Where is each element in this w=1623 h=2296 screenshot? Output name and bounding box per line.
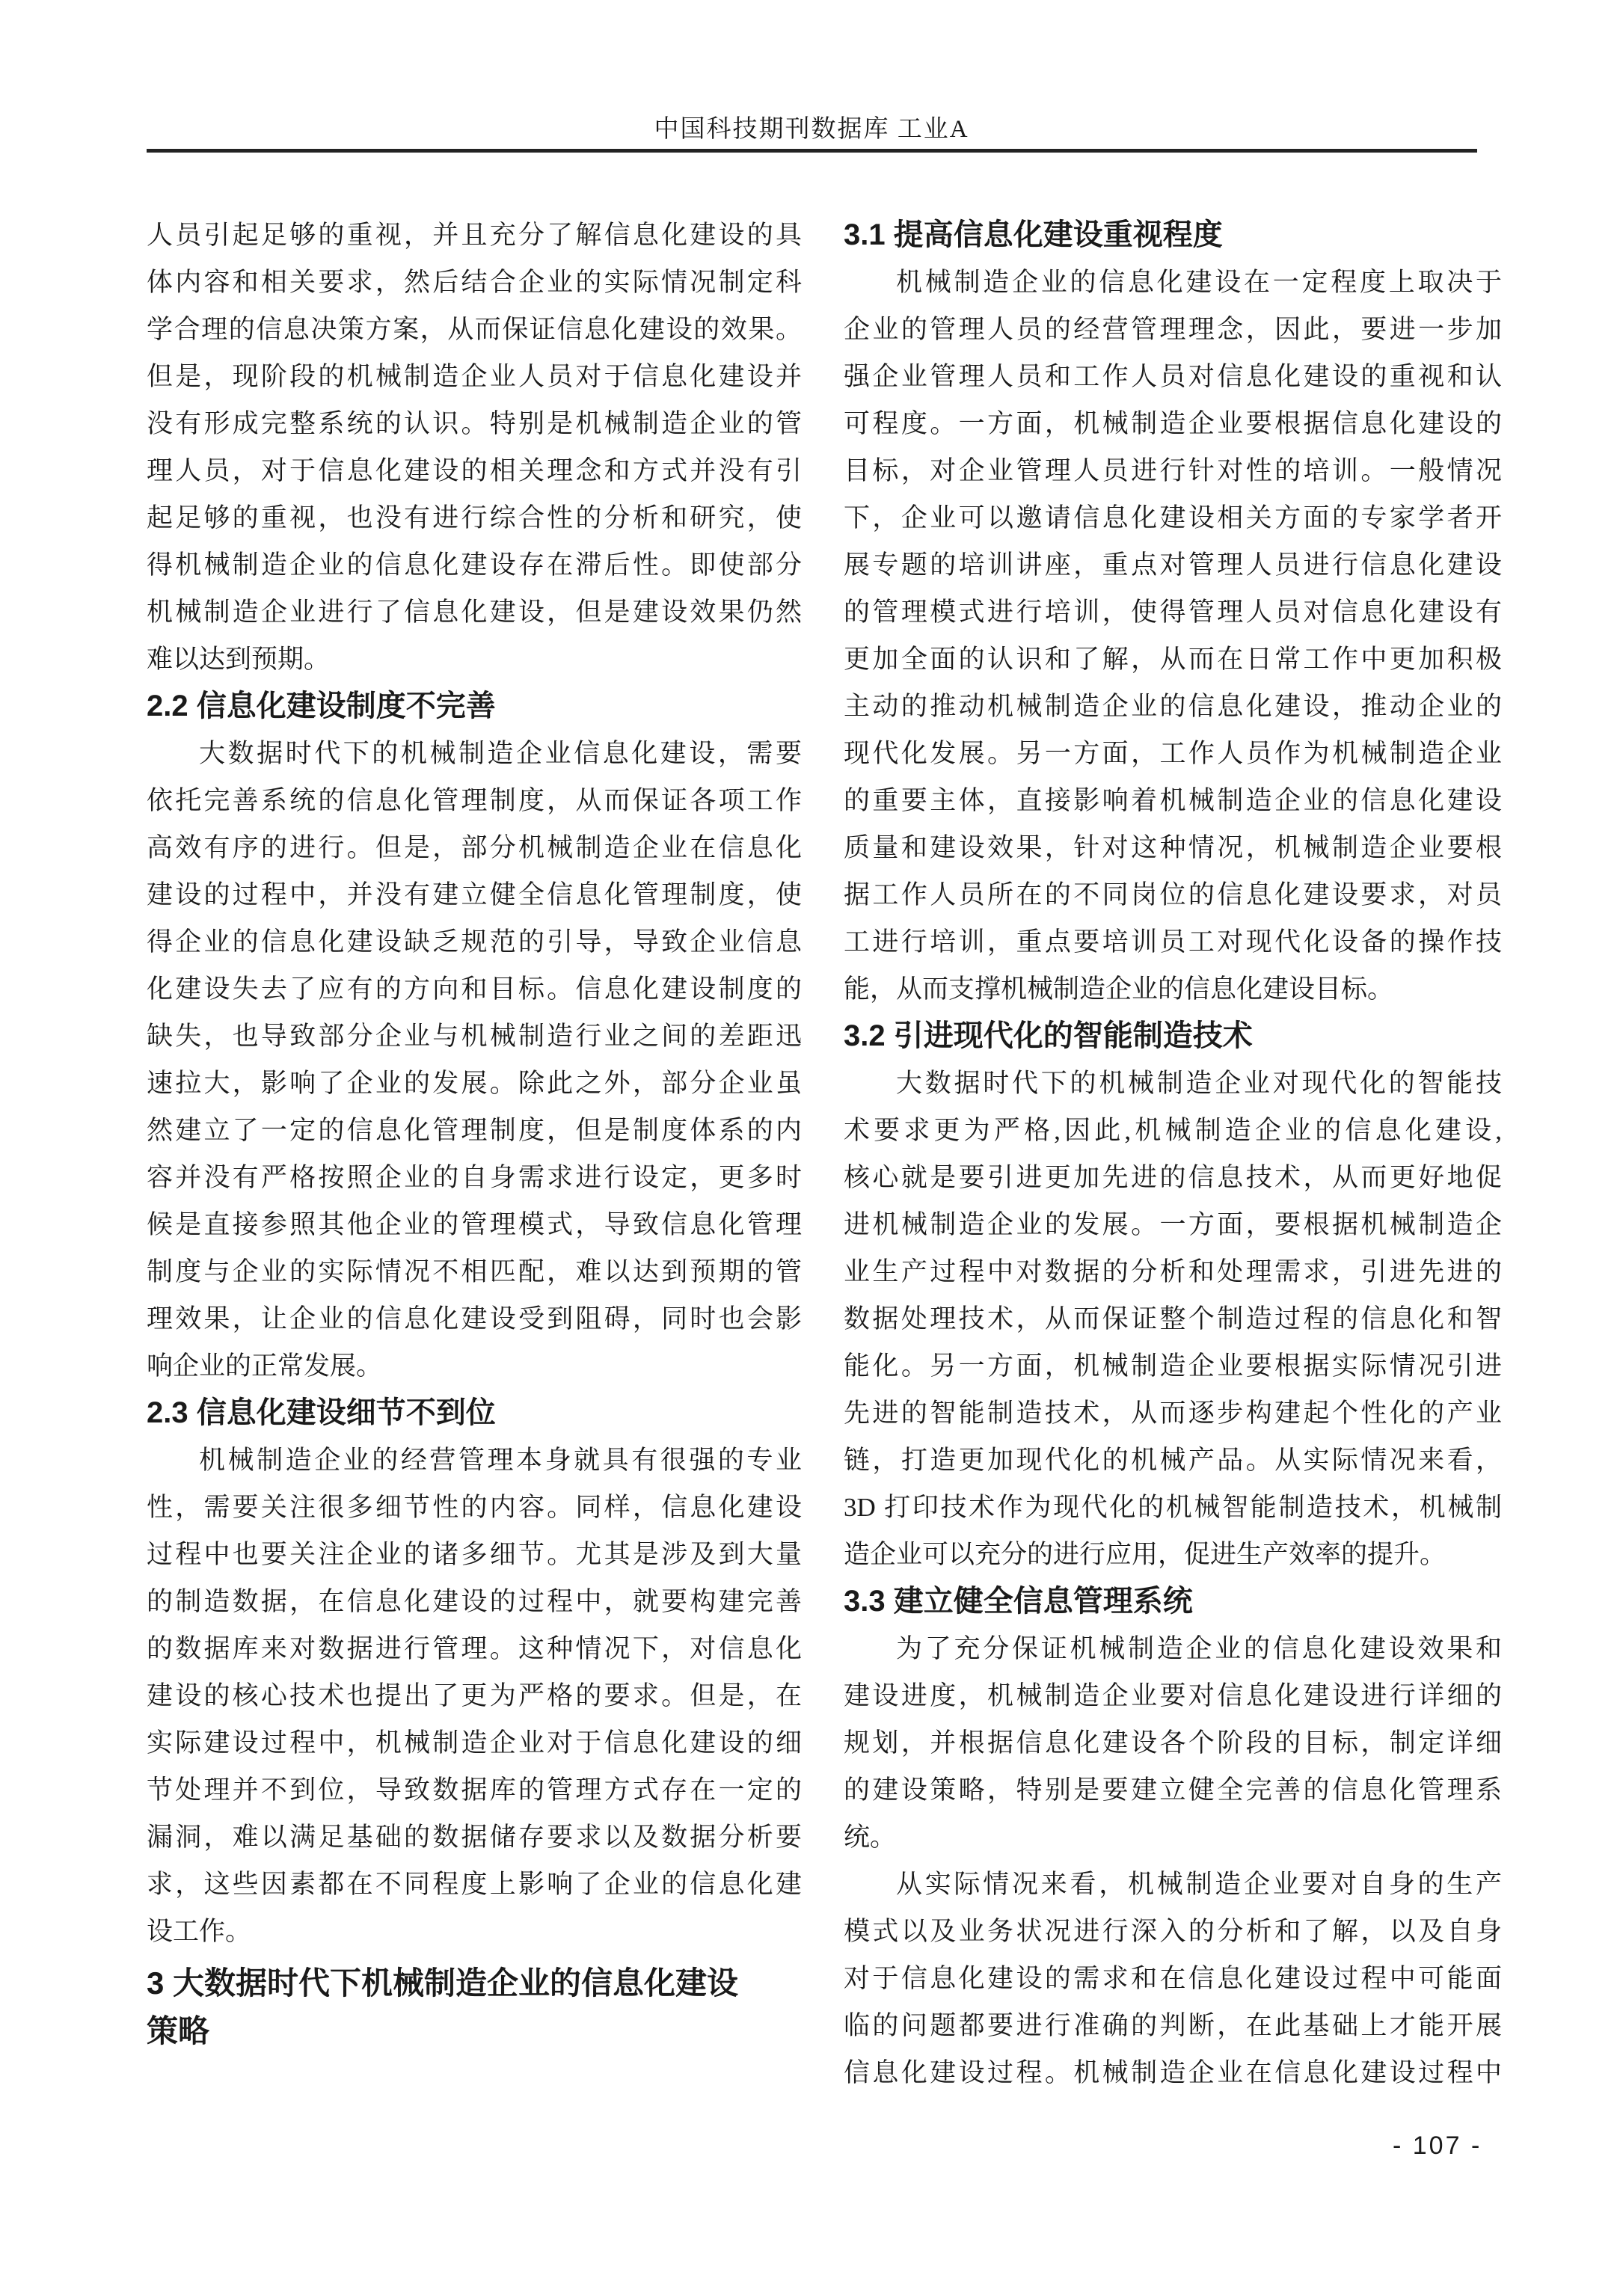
body-line: 链，打造更加现代化的机械产品。从实际情况来看， <box>844 1446 1502 1475</box>
left-column <box>147 212 802 2055</box>
body-line: 下，企业可以邀请信息化建设相关方面的专家学者开 <box>844 503 1502 532</box>
right-column <box>844 212 1502 2096</box>
body-line: 机械制造企业的信息化建设在一定程度上取决于 <box>896 268 1502 297</box>
body-line: 建设的核心技术也提出了更为严格的要求。但是，在 <box>147 1681 802 1710</box>
body-line: 设工作。 <box>147 1917 252 1946</box>
body-line: 难以达到预期。 <box>147 645 331 674</box>
body-line: 统。 <box>844 1823 897 1852</box>
body-line: 依托完善系统的信息化管理制度，从而保证各项工作 <box>147 786 802 815</box>
body-line: 企业的管理人员的经营管理理念，因此，要进一步加 <box>844 315 1502 344</box>
body-line: 候是直接参照其他企业的管理模式，导致信息化管理 <box>147 1210 802 1239</box>
body-line: 没有形成完整系统的认识。特别是机械制造企业的管 <box>147 409 802 438</box>
body-line: 建设的过程中，并没有建立健全信息化管理制度，使 <box>147 880 802 909</box>
subsection-heading: 3.1 提高信息化建设重视程度 <box>844 218 1223 251</box>
body-line: 实际建设过程中，机械制造企业对于信息化建设的细 <box>147 1728 802 1758</box>
body-line: 响企业的正常发展。 <box>147 1351 383 1381</box>
body-line: 节处理并不到位，导致数据库的管理方式存在一定的 <box>147 1775 802 1805</box>
body-line: 从实际情况来看，机械制造企业要对自身的生产 <box>896 1870 1502 1899</box>
body-line: 机械制造企业进行了信息化建设，但是建设效果仍然 <box>147 598 802 627</box>
body-line: 速拉大，影响了企业的发展。除此之外，部分企业虽 <box>147 1069 802 1098</box>
body-line: 高效有序的进行。但是，部分机械制造企业在信息化 <box>147 833 802 862</box>
body-line: 信息化建设过程。机械制造企业在信息化建设过程中 <box>844 2058 1502 2087</box>
body-line: 缺失，也导致部分企业与机械制造行业之间的差距迅 <box>147 1022 802 1051</box>
subsection-heading: 2.2 信息化建设制度不完善 <box>147 690 496 722</box>
body-line: 过程中也要关注企业的诸多细节。尤其是涉及到大量 <box>147 1540 802 1569</box>
journal-header: 中国科技期刊数据库 工业A <box>654 116 969 143</box>
body-line: 主动的推动机械制造企业的信息化建设，推动企业的 <box>844 692 1502 721</box>
body-line: 得企业的信息化建设缺乏规范的引导，导致企业信息 <box>147 927 802 957</box>
body-line: 但是，现阶段的机械制造企业人员对于信息化建设并 <box>147 362 802 391</box>
body-line: 的建设策略，特别是要建立健全完善的信息化管理系 <box>844 1775 1502 1805</box>
body-line: 为了充分保证机械制造企业的信息化建设效果和 <box>896 1634 1502 1663</box>
body-line: 展专题的培训讲座，重点对管理人员进行信息化建设 <box>844 550 1502 580</box>
subsection-heading: 2.3 信息化建设细节不到位 <box>147 1396 496 1429</box>
body-line: 机械制造企业的经营管理本身就具有很强的专业 <box>199 1446 802 1475</box>
body-line: 3D 打印技术作为现代化的机械智能制造技术，机械制 <box>844 1493 1502 1522</box>
body-line: 进机械制造企业的发展。一方面，要根据机械制造企 <box>844 1210 1502 1239</box>
body-line: 学合理的信息决策方案，从而保证信息化建设的效果。 <box>147 315 802 344</box>
body-line: 的数据库来对数据进行管理。这种情况下，对信息化 <box>147 1634 802 1663</box>
body-line: 制度与企业的实际情况不相匹配，难以达到预期的管 <box>147 1257 802 1286</box>
body-line: 工进行培训，重点要培训员工对现代化设备的操作技 <box>844 927 1502 957</box>
body-line: 性，需要关注很多细节性的内容。同样，信息化建设 <box>147 1493 802 1522</box>
body-line: 造企业可以充分的进行应用，促进生产效率的提升。 <box>844 1540 1446 1569</box>
header-rule <box>147 149 1477 153</box>
body-line: 据工作人员所在的不同岗位的信息化建设要求，对员 <box>844 880 1502 909</box>
body-line: 现代化发展。另一方面，工作人员作为机械制造企业 <box>844 739 1502 768</box>
body-line: 理效果，让企业的信息化建设受到阻碍，同时也会影 <box>147 1304 802 1333</box>
body-line: 规划，并根据信息化建设各个阶段的目标，制定详细 <box>844 1728 1502 1758</box>
body-line: 能化。另一方面，机械制造企业要根据实际情况引进 <box>844 1351 1502 1381</box>
body-line: 起足够的重视，也没有进行综合性的分析和研究，使 <box>147 503 802 532</box>
body-line: 求，这些因素都在不同程度上影响了企业的信息化建 <box>147 1870 802 1899</box>
body-line: 业生产过程中对数据的分析和处理需求，引进先进的 <box>844 1257 1502 1286</box>
subsection-heading: 3.3 建立健全信息管理系统 <box>844 1585 1193 1618</box>
subsection-heading: 3.2 引进现代化的智能制造技术 <box>844 1019 1253 1052</box>
body-line: 理人员，对于信息化建设的相关理念和方式并没有引 <box>147 456 802 485</box>
body-line: 质量和建设效果，针对这种情况，机械制造企业要根 <box>844 833 1502 862</box>
body-line: 漏洞，难以满足基础的数据储存要求以及数据分析要 <box>147 1823 802 1852</box>
body-line: 体内容和相关要求，然后结合企业的实际情况制定科 <box>147 268 802 297</box>
body-line: 建设进度，机械制造企业要对信息化建设进行详细的 <box>844 1681 1502 1710</box>
body-line: 先进的智能制造技术，从而逐步构建起个性化的产业 <box>844 1399 1502 1428</box>
section-heading-line: 策略 <box>147 2013 210 2048</box>
body-line: 数据处理技术，从而保证整个制造过程的信息化和智 <box>844 1304 1502 1333</box>
body-line: 然建立了一定的信息化管理制度，但是制度体系的内 <box>147 1116 802 1145</box>
body-line: 的制造数据，在信息化建设的过程中，就要构建完善 <box>147 1587 802 1616</box>
body-line: 大数据时代下的机械制造企业对现代化的智能技 <box>896 1069 1502 1098</box>
body-line: 临的问题都要进行准确的判断，在此基础上才能开展 <box>844 2011 1502 2040</box>
body-line: 对于信息化建设的需求和在信息化建设过程中可能面 <box>844 1964 1502 1993</box>
body-line: 大数据时代下的机械制造企业信息化建设，需要 <box>199 739 802 768</box>
body-line: 人员引起足够的重视，并且充分了解信息化建设的具 <box>147 221 802 250</box>
page-number: - 107 - <box>1393 2131 1482 2160</box>
body-line: 强企业管理人员和工作人员对信息化建设的重视和认 <box>844 362 1502 391</box>
body-line: 化建设失去了应有的方向和目标。信息化建设制度的 <box>147 974 802 1004</box>
body-line: 的管理模式进行培训，使得管理人员对信息化建设有 <box>844 598 1502 627</box>
body-line: 得机械制造企业的信息化建设存在滞后性。即使部分 <box>147 550 802 580</box>
body-line: 的重要主体，直接影响着机械制造企业的信息化建设 <box>844 786 1502 815</box>
body-line: 模式以及业务状况进行深入的分析和了解，以及自身 <box>844 1917 1502 1946</box>
body-line: 可程度。一方面，机械制造企业要根据信息化建设的 <box>844 409 1502 438</box>
section-heading-line: 3 大数据时代下机械制造企业的信息化建设 <box>147 1965 739 2001</box>
body-line: 容并没有严格按照企业的自身需求进行设定，更多时 <box>147 1163 802 1192</box>
body-line: 更加全面的认识和了解，从而在日常工作中更加积极 <box>844 645 1502 674</box>
body-line: 术要求更为严格,因此,机械制造企业的信息化建设, <box>844 1116 1502 1145</box>
body-line: 能，从而支撑机械制造企业的信息化建设目标。 <box>844 974 1394 1004</box>
body-line: 核心就是要引进更加先进的信息技术，从而更好地促 <box>844 1163 1502 1192</box>
body-line: 目标，对企业管理人员进行针对性的培训。一般情况 <box>844 456 1502 485</box>
